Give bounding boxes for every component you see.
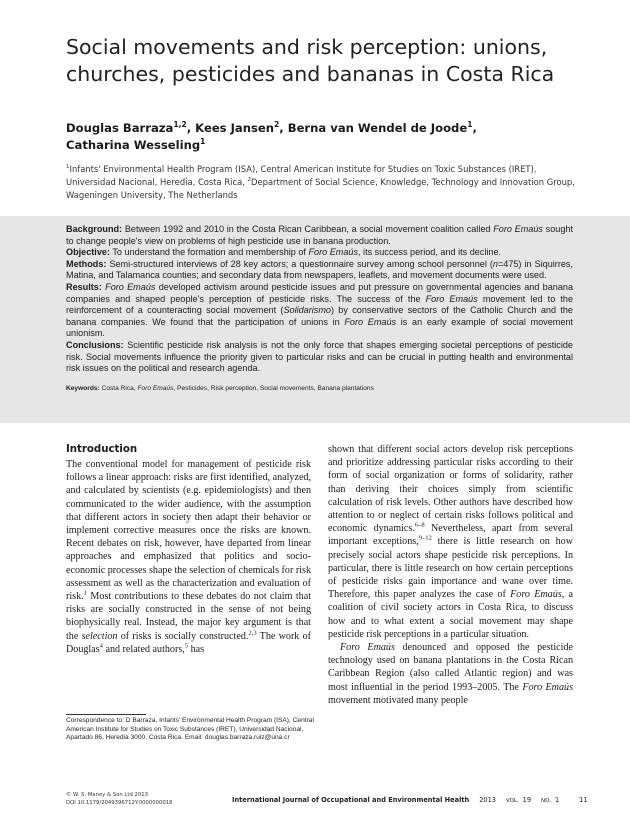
affiliations: $^1$Infants' Environmental Health Program (ISA), Central American Institute for Studies on Toxic Substances (IRET), Universidad Nacional, Heredia, Costa Rica, $^2$Department of Social Science, Knowledge, Technology and Innovation Group, Wageningen University, The Netherlands (66, 164, 575, 200)
journal-name: International Journal of Occupational and Environmental Health (232, 796, 470, 804)
article-title: Social movements and risk perception: unions, churches, pesticides and bananas in Costa Rica (66, 34, 555, 86)
abstract-box (0, 216, 630, 423)
abstract-objective: Objective: To understand the formation and membership of Foro Emaús, its success period, and its decline. (66, 247, 502, 258)
abstract-methods: Methods: Semi-structured interviews of 28 key actors; a questionnaire survey among school personnel (n=475) in Siquirres, Matina, and Talamanca counties; and secondary data from newspapers, leaflets, and movement documents were used. (66, 258, 573, 281)
abstract-results: Results: Foro Emaús developed activism around pesticide issues and put pressure on governmental agencies and banana companies and shaped people's perception of pesticide risks. The success of the Foro Emaús movement led to the reinforcement of a counteracting social movement (Solidarismo) by conservative sectors of the Catholic Church and the banana companies. We found that the participation of unions in Foro Emaús is an early example of social movement unionism. (66, 281, 574, 339)
page-number: 11 (579, 796, 588, 804)
author-name: Berna van Wendel de Joode (287, 121, 468, 135)
journal-year: 2013 (479, 796, 496, 804)
author-list: Douglas Barraza$^{1,2}$, Kees Jansen$^2$, Berna van Wendel de Joode$^1$, Catharina Wesseling$^1$ (66, 120, 477, 152)
author-affiliation-mark: 1 (467, 120, 473, 130)
section-heading: Introduction (66, 444, 138, 455)
author-affiliation-mark: 1 (200, 137, 206, 147)
paragraph: shown that different social actors develop risk perceptions and prioritize addressing particular risks according to their form of social organization or forms of solidarity, rather than deriving their choices simply from scientific calculation of risk levels. Other authors have described how attention to or neglect of certain risks follows political and economic dynamics.$^{6-8}$ Nevertheless, apart from several important exceptions,$^{9-12}$ there is little research on how precisely social actors shape pesticide risk perceptions. In particular, there is little research on how certain perceptions of pesticide risks gain importance and wane over time. Therefore, this paper analyzes the case of Foro Emaús, a coalition of civil society actors in Costa Rica, to discuss how and to what extent a social movement may shape pesticide risk perceptions in a particular situation. (328, 444, 574, 640)
paragraph: Foro Emaús denounced and opposed the pesticide technology used on banana plantations in the Costa Rican Caribbean Region (also called Atlantic region) and was most influential in the period 1993–2005. The Foro Emaús movement motivated many people (328, 642, 573, 706)
author-name: Kees Jansen (195, 121, 275, 135)
body-column-left (66, 443, 311, 656)
doi: DOI 10.1179/2049396712Y.0000000018 (66, 799, 173, 806)
journal-volume: 19 (522, 796, 532, 804)
paragraph: The conventional model for management of pesticide risk follows a linear approach: risks are first identified, analyzed, and calculated by scientists (e.g. epidemiologists) and then communicated to the wider audience, with the assumption that different actors in society then adapt their behavior or implement corrective measures once the risks are known. Recent debates on risk, however, have departed from linear approaches and emphasized that politics and socio-economic processes shape the selection of chemicals for risk assessment as well as the characterization and evaluation of risk.$^1$ Most contributions to these debates do not claim that risks are socially constructed in the sense of not being biophysically real. Instead, the major key argument is that the selection of risks is socially constructed.$^{2,3}$ The work of Douglas$^4$ and related authors,$^5$ has (66, 459, 312, 655)
author-affiliation-mark: 2 (274, 120, 280, 130)
abstract-conclusions: Conclusions: Scientific pesticide risk analysis is not the only force that shapes emerging societal perceptions of pesticide risk. Social movements influence the priority given to particular risks and can be crucial in putting health and environmental risk issues on the political and research agenda. (66, 339, 573, 374)
author-name: Douglas Barraza (66, 121, 174, 135)
journal-issue: 1 (554, 796, 560, 804)
keywords: Keywords: Costa Rica, Foro Emaús, Pesticides, Risk perception, Social movements, Banana plantations (66, 384, 374, 392)
body-column-right (328, 443, 573, 707)
author-affiliation-mark: 1,2 (173, 120, 187, 130)
abstract-background: Background: Between 1992 and 2010 in the Costa Rican Caribbean, a social movement coalition called Foro Emaús sought to change people's view on problems of high pesticide use in banana production. (66, 224, 573, 246)
correspondence-note: Correspondence to: D Barraza, Infants' Environmental Health Program (ISA), Central American Institute for Studies on Toxic Substances (IRET), Universidad Nacional, Apartado 86, Heredia 3000, Costa Rica. Email: douglas.barraza.ruiz@una.cr (66, 717, 314, 742)
footer-copyright: © W. S. Maney & Son Ltd 2013 DOI 10.1179/2049396712Y.0000000018 (66, 792, 266, 807)
author-name: Catharina Wesseling (66, 138, 201, 152)
footnote-rule (66, 714, 146, 715)
footer-journal-line: International Journal of Occupational and Environmental Health 2013 VOL. 19 NO. 1 11 (232, 796, 588, 804)
